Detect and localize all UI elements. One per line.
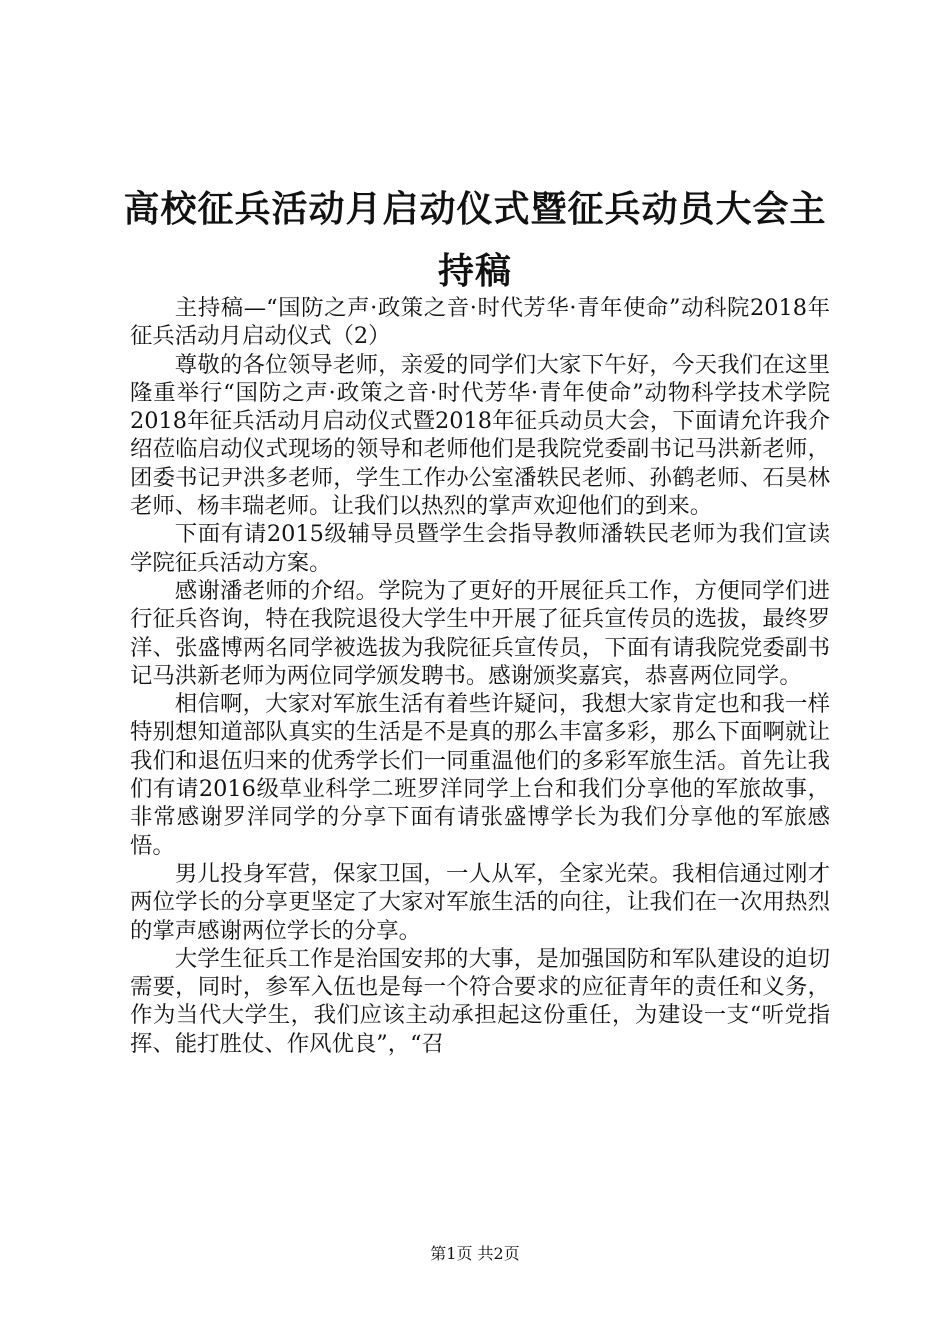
paragraph-1: 主持稿—“国防之声·政策之音·时代芳华·青年使命”动科院2018年征兵活动月启动仪式（2） bbox=[130, 295, 830, 350]
paragraph-4: 感谢潘老师的介绍。学院为了更好的开展征兵工作，方便同学们进行征兵咨询，特在我院退役大学生中开展了征兵宣传员的选拔，最终罗洋、张盛博两名同学被选拔为我院征兵宣传员，下面有请我院党委副书记马洪新老师为两位同学颁发聘书。感谢颁奖嘉宾，恭喜两位同学。 bbox=[130, 577, 830, 689]
paragraph-3: 下面有请2015级辅导员暨学生会指导教师潘轶民老师为我们宣读学院征兵活动方案。 bbox=[130, 521, 830, 576]
paragraph-5: 相信啊，大家对军旅生活有着些许疑问，我想大家肯定也和我一样特别想知道部队真实的生活是不是真的那么丰富多彩，那么下面啊就让我们和退伍归来的优秀学长们一同重温他们的多彩军旅生活。首先让我们有请2016级草业科学二班罗洋同学上台和我们分享他的军旅故事，非常感谢罗洋同学的分享下面有请张盛博学长为我们分享他的军旅感悟。 bbox=[130, 691, 830, 859]
paragraph-6: 男儿投身军营，保家卫国，一人从军，全家光荣。我相信通过刚才两位学长的分享更坚定了大家对军旅生活的向往，让我们在一次用热烈的掌声感谢两位学长的分享。 bbox=[130, 860, 830, 944]
page-footer: 第1页 共2页 bbox=[430, 1244, 520, 1263]
document-title: 高校征兵活动月启动仪式暨征兵动员大会主持稿 bbox=[123, 188, 827, 292]
document-body bbox=[130, 294, 830, 1058]
paragraph-7: 大学生征兵工作是治国安邦的大事，是加强国防和军队建设的迫切需要，同时，参军入伍也是每一个符合要求的应征青年的责任和义务，作为当代大学生，我们应该主动承担起这份重任，为建设一支“听党指挥、能打胜仗、作风优良”，“召 bbox=[130, 945, 830, 1057]
paragraph-2: 尊敬的各位领导老师，亲爱的同学们大家下午好，今天我们在这里隆重举行“国防之声·政策之音·时代芳华·青年使命”动物科学技术学院2018年征兵活动月启动仪式暨2018年征兵动员大会，下面请允许我介绍莅临启动仪式现场的领导和老师他们是我院党委副书记马洪新老师，团委书记尹洪多老师，学生工作办公室潘轶民老师、孙鹤老师、石昊林老师、杨丰瑞老师。让我们以热烈的掌声欢迎他们的到来。 bbox=[130, 351, 830, 520]
